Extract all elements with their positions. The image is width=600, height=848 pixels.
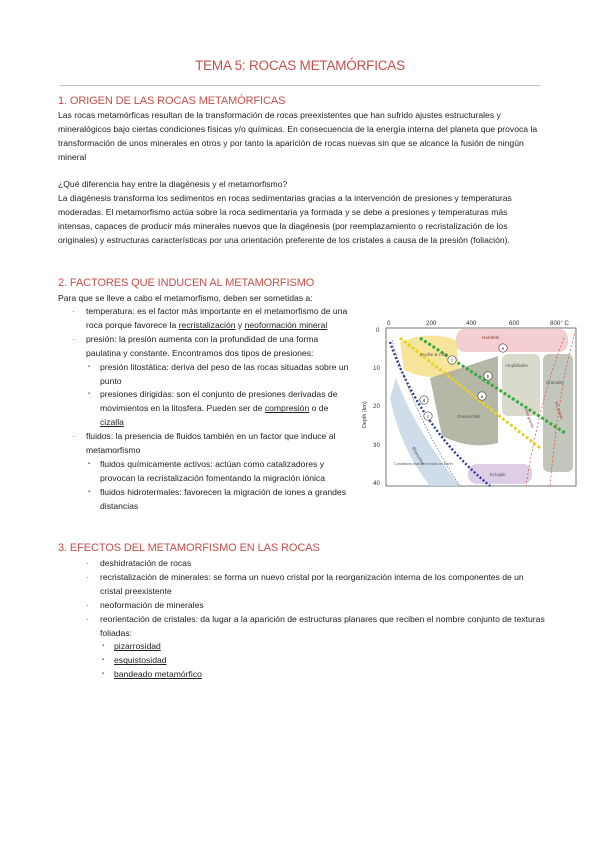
factor-temperature <box>72 305 354 333</box>
y-tick-0: 0 <box>376 327 380 334</box>
x-tick-800: 800° C <box>550 320 569 327</box>
effect-item: · recristalización de minerales: se forma un nuevo cristal por la reorganización interna de los componentes de un cristal preexistente <box>86 571 546 599</box>
x-tick-400: 400 <box>466 320 477 327</box>
pressure-directed <box>72 388 354 430</box>
x-tick-0: 0 <box>387 320 391 327</box>
section-1-paragraph-1: Las rocas metamórficas resultan de la transformación de rocas preexistentes que han sufrido ajustes estructurales y mineralógicos bajo ciertas condiciones físicas y/o químicas. En consecuencia de la energía interna del planeta que provoca la transformación de unos minerales en otros y por tanto la aparición de rocas nuevas sin que se alcance la fusión de ningún mineral <box>58 110 538 163</box>
section-1-question: ¿Qué diferencia hay entre la diagénesis y el metamorfismo? <box>58 179 288 189</box>
y-tick-30: 30 <box>373 442 380 449</box>
label-wet-granite: Wet granite <box>524 408 535 429</box>
label-granulite: Granulite <box>546 380 564 385</box>
label-greenschist: Greenschist <box>457 414 481 419</box>
texture-bandeado: ▪ bandeado metamórfico <box>86 668 546 682</box>
marker-c: c <box>426 413 430 419</box>
label-blueschist: Blueschist <box>411 446 426 466</box>
metamorphic-facies-diagram <box>360 318 585 493</box>
y-tick-10: 10 <box>373 365 380 372</box>
pressure-lithostatic: ▪ presión litostática: deriva del peso de las rocas situadas sobre un punto <box>72 361 354 389</box>
label-hornfels: Hornfels <box>482 335 500 340</box>
factor-temperature-text: temperatura: es el factor más importante en el metamorfismo de una roca porque favorece la <box>86 306 348 330</box>
effect-item: · deshidratación de rocas <box>86 557 546 571</box>
document-title: TEMA 5: ROCAS METAMÓRFICAS <box>195 58 405 73</box>
section-1-paragraph-2: La diagénesis transforma los sedimentos en rocas sedimentarias gracias a la intervención de presiones y temperaturas moderadas. El metamorfismo actúa sobre la roca sedimentaria ya formada y se debe a presiones y temperaturas más intensas, capaces de producir más minerales nuevos que la diagénesis (por reemplazamiento o recristalización de los originales) y estructuras características por una orientación preferente de los cristales a causa de la presión (foliación). <box>58 193 512 246</box>
effects-list <box>86 557 546 682</box>
temperature-connector: y <box>235 319 245 330</box>
marker-d: d <box>422 397 426 403</box>
marker-b: b <box>486 373 490 379</box>
section-2-heading: 2. FACTORES QUE INDUCEN AL METAMORFISMO <box>58 277 315 289</box>
recristalizacion-term: recristalización <box>178 319 236 330</box>
facies-hornfels <box>456 329 568 352</box>
marker-f: f <box>451 357 453 363</box>
factor-fluids: · fluidos: la presencia de fluidos también en un factor que induce al metamorfismo <box>72 430 354 458</box>
fluids-chemical: ▪ fluidos químicamente activos: actúan como catalizadores y provocan la recristalización fomentando la migración iónica <box>72 458 354 486</box>
factors-list <box>72 305 354 514</box>
pressure-directed-text: presiones dirigidas: son el conjunto de presiones derivadas de movimientos en la litosfera. Pueden ser de <box>100 389 338 414</box>
facies-diagram-svg <box>360 318 585 493</box>
factor-pressure: · presión: la presión aumenta con la profundidad de una forma paulatina y constante. Encontramos dos tipos de presiones: <box>72 333 354 361</box>
section-1-heading: 1. ORIGEN DE LAS ROCAS METAMÓRFICAS <box>58 95 286 107</box>
y-tick-20: 20 <box>373 403 380 410</box>
y-tick-40: 40 <box>373 480 380 487</box>
marker-a: a <box>480 393 484 399</box>
compresion-term: compresión <box>264 403 310 414</box>
title-divider <box>60 85 540 86</box>
cizalla-term: cizalla <box>100 417 124 428</box>
neoformacion-term: neoformación mineral <box>244 319 328 330</box>
label-zeolite: Zeolite & Clay <box>420 352 448 357</box>
section-2-intro: Para que se lleve a cabo el metamorfismo, deben ser sometidas a: <box>58 293 313 303</box>
x-tick-200: 200 <box>426 320 437 327</box>
texture-esquistosidad: ▪ esquistosidad <box>86 654 546 668</box>
y-axis-label: Depth (km) <box>362 401 368 428</box>
pressure-connector: o de <box>309 403 329 414</box>
label-dry-granite: Dry granite <box>554 401 564 420</box>
texture-pizarrosidad: ▪ pizarrosidad <box>86 640 546 654</box>
label-amphibolite: Amphibolite <box>505 363 528 368</box>
effect-item: · neoformación de minerales <box>86 599 546 613</box>
x-tick-600: 600 <box>509 320 520 327</box>
marker-e: e <box>501 345 505 351</box>
fluids-hydrothermal: ▪ fluidos hidrotermales: favorecen la migración de iones a grandes distancias <box>72 486 354 514</box>
label-earth-conditions: Conditions that don't exist on Earth <box>394 462 453 466</box>
section-3-heading: 3. EFECTOS DEL METAMORFISMO EN LAS ROCAS <box>58 542 320 554</box>
label-eclogite: Eclogite <box>490 472 506 477</box>
effect-item: · reorientación de cristales: da lugar a la aparición de estructuras planares que reciben el nombre conjunto de texturas foliadas: <box>86 613 546 641</box>
